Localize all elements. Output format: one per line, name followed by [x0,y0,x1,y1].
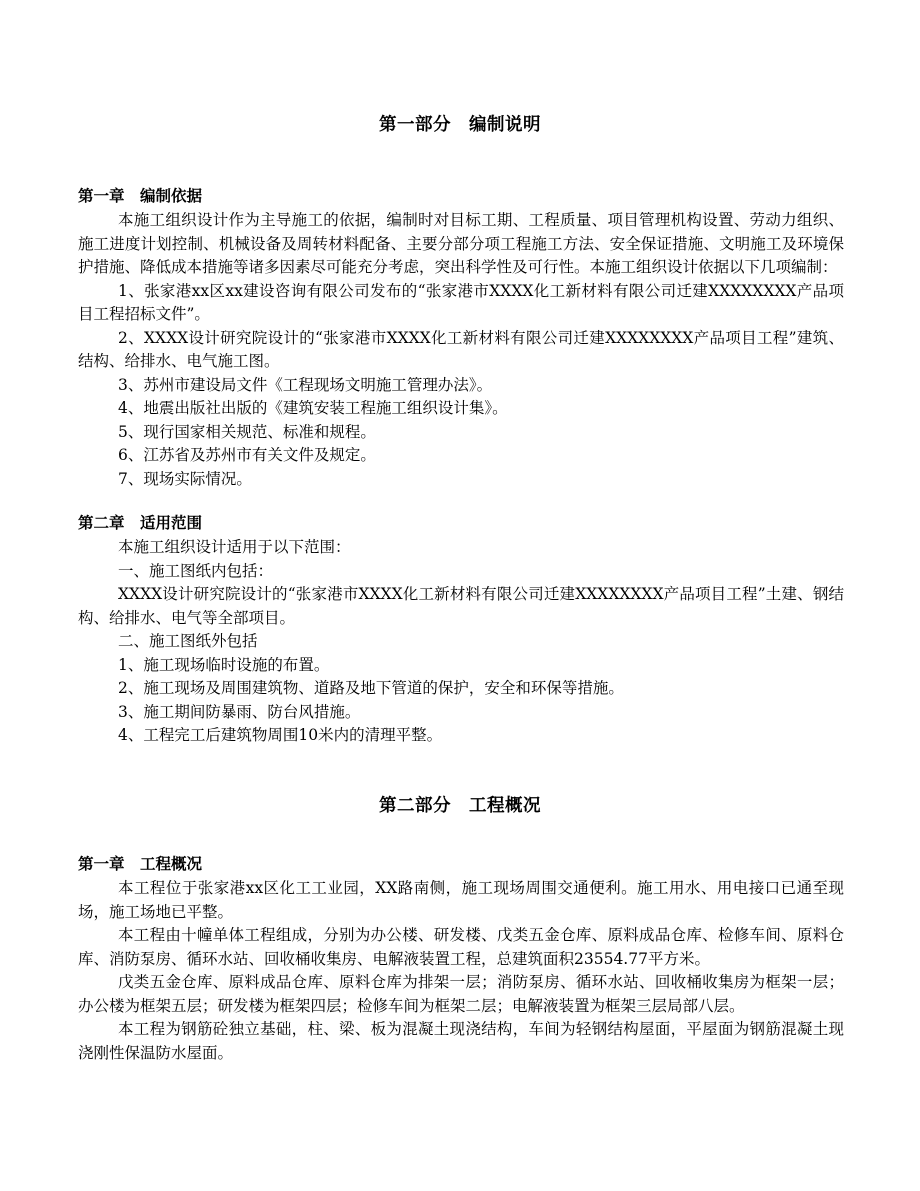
paragraph: 本工程由十幢单体工程组成，分别为办公楼、研发楼、戊类五金仓库、原料成品仓库、检修车间、原料仓库、消防泵房、循环水站、回收桶收集房、电解液装置工程，总建筑面积23554.77平方米。 [78,926,844,968]
paragraph: 1、施工现场临时设施的布置。 [118,655,330,674]
paragraph: 3、苏州市建设局文件《工程现场文明施工管理办法》。 [118,375,493,394]
paragraph: 7、现场实际情况。 [118,469,252,488]
paragraph: 戊类五金仓库、原料成品仓库、原料仓库为排架一层；消防泵房、循环水站、回收桶收集房为框架一层；办公楼为框架五层；研发楼为框架四层；检修车间为框架二层；电解液装置为框架三层局部八层。 [78,973,844,1015]
part1-chapter1-body [78,209,844,491]
paragraph: 本工程位于张家港xx区化工工业园，XX路南侧，施工现场周围交通便利。施工用水、用电接口已通至现场，施工场地已平整。 [78,879,844,921]
paragraph: 本工程为钢筋砼独立基础，柱、梁、板为混凝土现浇结构，车间为轻钢结构屋面，平屋面为钢筋混凝土现浇刚性保温防水屋面。 [78,1020,844,1062]
paragraph: 5、现行国家相关规范、标准和规程。 [118,422,376,441]
paragraph: 1、张家港xx区xx建设咨询有限公司发布的“张家港市XXXX化工新材料有限公司迁建XXXXXXXX产品项目工程招标文件”。 [78,281,844,323]
part1-chapter2-title: 第二章 适用范围 [78,514,203,532]
part1-chapter1-title: 第一章 编制依据 [78,187,203,205]
paragraph: 2、XXXX设计研究院设计的“张家港市XXXX化工新材料有限公司迁建XXXXXXXX产品项目工程”建筑、结构、给排水、电气施工图。 [78,328,844,370]
paragraph: 一、施工图纸内包括： [118,561,274,580]
part1-chapter2-body [78,536,844,748]
paragraph: 3、施工期间防暴雨、防台风措施。 [118,702,361,721]
paragraph: 2、施工现场及周围建筑物、道路及地下管道的保护，安全和环保等措施。 [118,679,624,697]
paragraph: 6、江苏省及苏州市有关文件及规定。 [118,446,376,464]
part1-title: 第一部分 编制说明 [379,115,541,135]
part2-chapter1-body [78,877,844,1065]
paragraph: 4、工程完工后建筑物周围10米内的清理平整。 [118,726,443,744]
paragraph: 本施工组织设计作为主导施工的依据，编制时对目标工期、工程质量、项目管理机构设置、劳动力组织、施工进度计划控制、机械设备及周转材料配备、主要分部分项工程施工方法、安全保证措施、文明施工及环境保护措施、降低成本措施等诸多因素尽可能充分考虑，突出科学性及可行性。本施工组织设计依据以下几项编制： [78,211,844,276]
paragraph: 本施工组织设计适用于以下范围： [118,538,351,556]
paragraph: XXXX设计研究院设计的“张家港市XXXX化工新材料有限公司迁建XXXXXXXX产品项目工程”土建、钢结构、给排水、电气等全部项目。 [78,585,844,627]
part2-chapter1-title: 第一章 工程概况 [78,855,203,873]
paragraph: 4、地震出版社出版的《建筑安装工程施工组织设计集》。 [118,399,508,417]
part2-title: 第二部分 工程概况 [379,796,541,816]
paragraph: 二、施工图纸外包括 [118,632,258,650]
